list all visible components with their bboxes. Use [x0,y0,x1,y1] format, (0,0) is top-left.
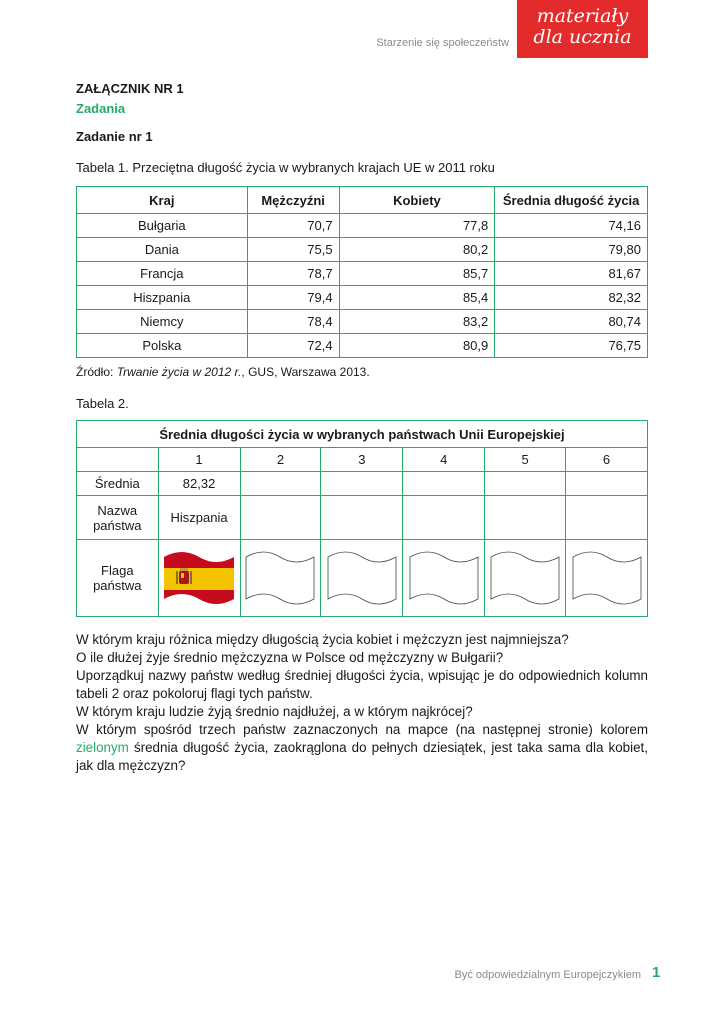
badge-line-2: dla ucznia [533,26,632,48]
women-cell: 85,4 [339,286,495,310]
spain-flag-icon [162,549,236,607]
flag-blank-cell[interactable] [240,540,321,617]
question-5-part-b: średnia długość życia, zaokrąglona do pełnych dziesiątek, jest taka sama dla kobiet, jak dla mężczyzn? [76,740,648,773]
men-cell: 78,4 [247,310,339,334]
average-value-cell: 82,32 [158,472,240,496]
page-number: 1 [652,964,661,981]
average-blank-cell[interactable] [566,472,648,496]
flag-row-label [77,540,159,617]
question-2: O ile dłużej żyje średnio mężczyzna w Polsce od mężczyzny w Bułgarii? [76,650,504,665]
ranking-table [76,420,648,617]
country-name-blank-cell[interactable] [240,496,321,540]
flag-blank-cell[interactable] [566,540,648,617]
average-blank-cell[interactable] [321,472,403,496]
blank-flag-outline-icon [244,549,316,607]
column-number: 1 [158,448,240,472]
blank-flag-outline-icon [326,549,398,607]
blank-flag-outline-icon [571,549,643,607]
footer-text: Być odpowiedzialnym Europejczykiem [454,969,641,981]
table-2-caption: Tabela 2. [76,396,129,411]
materials-badge [517,0,648,58]
flag-cell-spain [158,540,240,617]
flag-blank-cell[interactable] [485,540,566,617]
table-row [77,310,648,334]
label-line: Nazwa [97,502,138,518]
women-cell: 80,2 [339,238,495,262]
question-5-green-word: zielonym [76,740,129,755]
average-cell: 80,74 [495,310,648,334]
empty-corner-cell [77,448,159,472]
label-line: państwa [93,578,142,593]
average-cell: 76,75 [495,334,648,358]
men-cell: 72,4 [247,334,339,358]
task-1-title: Zadanie nr 1 [76,129,153,144]
question-5-part-a: W którym spośród trzech państw zaznaczonych na mapce (na następnej stronie) kolorem [76,722,648,737]
average-cell: 79,80 [495,238,648,262]
women-cell: 83,2 [339,310,495,334]
header-country: Kraj [77,187,248,214]
women-cell: 80,9 [339,334,495,358]
badge-line-1: materiały [536,5,629,27]
men-cell: 70,7 [247,214,339,238]
table-header-row [77,187,648,214]
average-row-label: Średnia [77,472,159,496]
country-name-blank-cell[interactable] [485,496,566,540]
country-name-cell: Hiszpania [158,496,240,540]
flag-blank-cell[interactable] [321,540,403,617]
table-row [77,262,648,286]
average-cell: 74,16 [495,214,648,238]
women-cell: 77,8 [339,214,495,238]
flag-blank-cell[interactable] [403,540,485,617]
header-men: Mężczyźni [247,187,339,214]
questions-block [76,631,648,775]
country-cell: Niemcy [77,310,248,334]
average-cell: 82,32 [495,286,648,310]
country-name-blank-cell[interactable] [566,496,648,540]
column-number: 6 [566,448,648,472]
source-suffix: , GUS, Warszawa 2013. [241,365,370,379]
men-cell: 75,5 [247,238,339,262]
country-cell: Dania [77,238,248,262]
source-prefix: Źródło: [76,365,117,379]
question-3: Uporządkuj nazwy państw według średniej długości życia, wpisując je do odpowiednich kolumn tabeli 2 oraz pokoloruj flagi tych państw. [76,668,648,701]
country-cell: Bułgaria [77,214,248,238]
country-name-blank-cell[interactable] [403,496,485,540]
blank-flag-outline-icon [408,549,480,607]
blank-flag-outline-icon [489,549,561,607]
life-expectancy-table [76,186,648,358]
source-note [76,365,370,379]
table-1-caption: Tabela 1. Przeciętna długość życia w wybranych krajach UE w 2011 roku [76,160,495,175]
header-subtitle: Starzenie się społeczeństw [376,37,509,49]
source-title: Trwanie życia w 2012 r. [116,365,242,379]
header-women: Kobiety [339,187,495,214]
women-cell: 85,7 [339,262,495,286]
column-number: 4 [403,448,485,472]
average-blank-cell[interactable] [485,472,566,496]
column-number: 2 [240,448,321,472]
annex-title: ZAŁĄCZNIK NR 1 [76,81,184,96]
table-row [77,286,648,310]
column-number: 5 [485,448,566,472]
table-row [77,334,648,358]
column-number: 3 [321,448,403,472]
men-cell: 78,7 [247,262,339,286]
average-cell: 81,67 [495,262,648,286]
header-average: Średnia długość życia [495,187,648,214]
men-cell: 79,4 [247,286,339,310]
label-line: Flaga [101,563,134,578]
country-name-row-label [77,496,159,540]
question-4: W którym kraju ludzie żyją średnio najdłużej, a w którym najkrócej? [76,704,473,719]
average-blank-cell[interactable] [403,472,485,496]
table-row [77,238,648,262]
table-row [77,214,648,238]
country-name-blank-cell[interactable] [321,496,403,540]
country-cell: Hiszpania [77,286,248,310]
tasks-label: Zadania [76,101,126,116]
country-cell: Polska [77,334,248,358]
label-line: państwa [93,517,142,533]
ranking-table-title: Średnia długości życia w wybranych państwach Unii Europejskiej [77,421,648,448]
country-cell: Francja [77,262,248,286]
question-5 [76,721,648,775]
average-blank-cell[interactable] [240,472,321,496]
question-1: W którym kraju różnica między długością życia kobiet i mężczyzn jest najmniejsza? [76,632,569,647]
